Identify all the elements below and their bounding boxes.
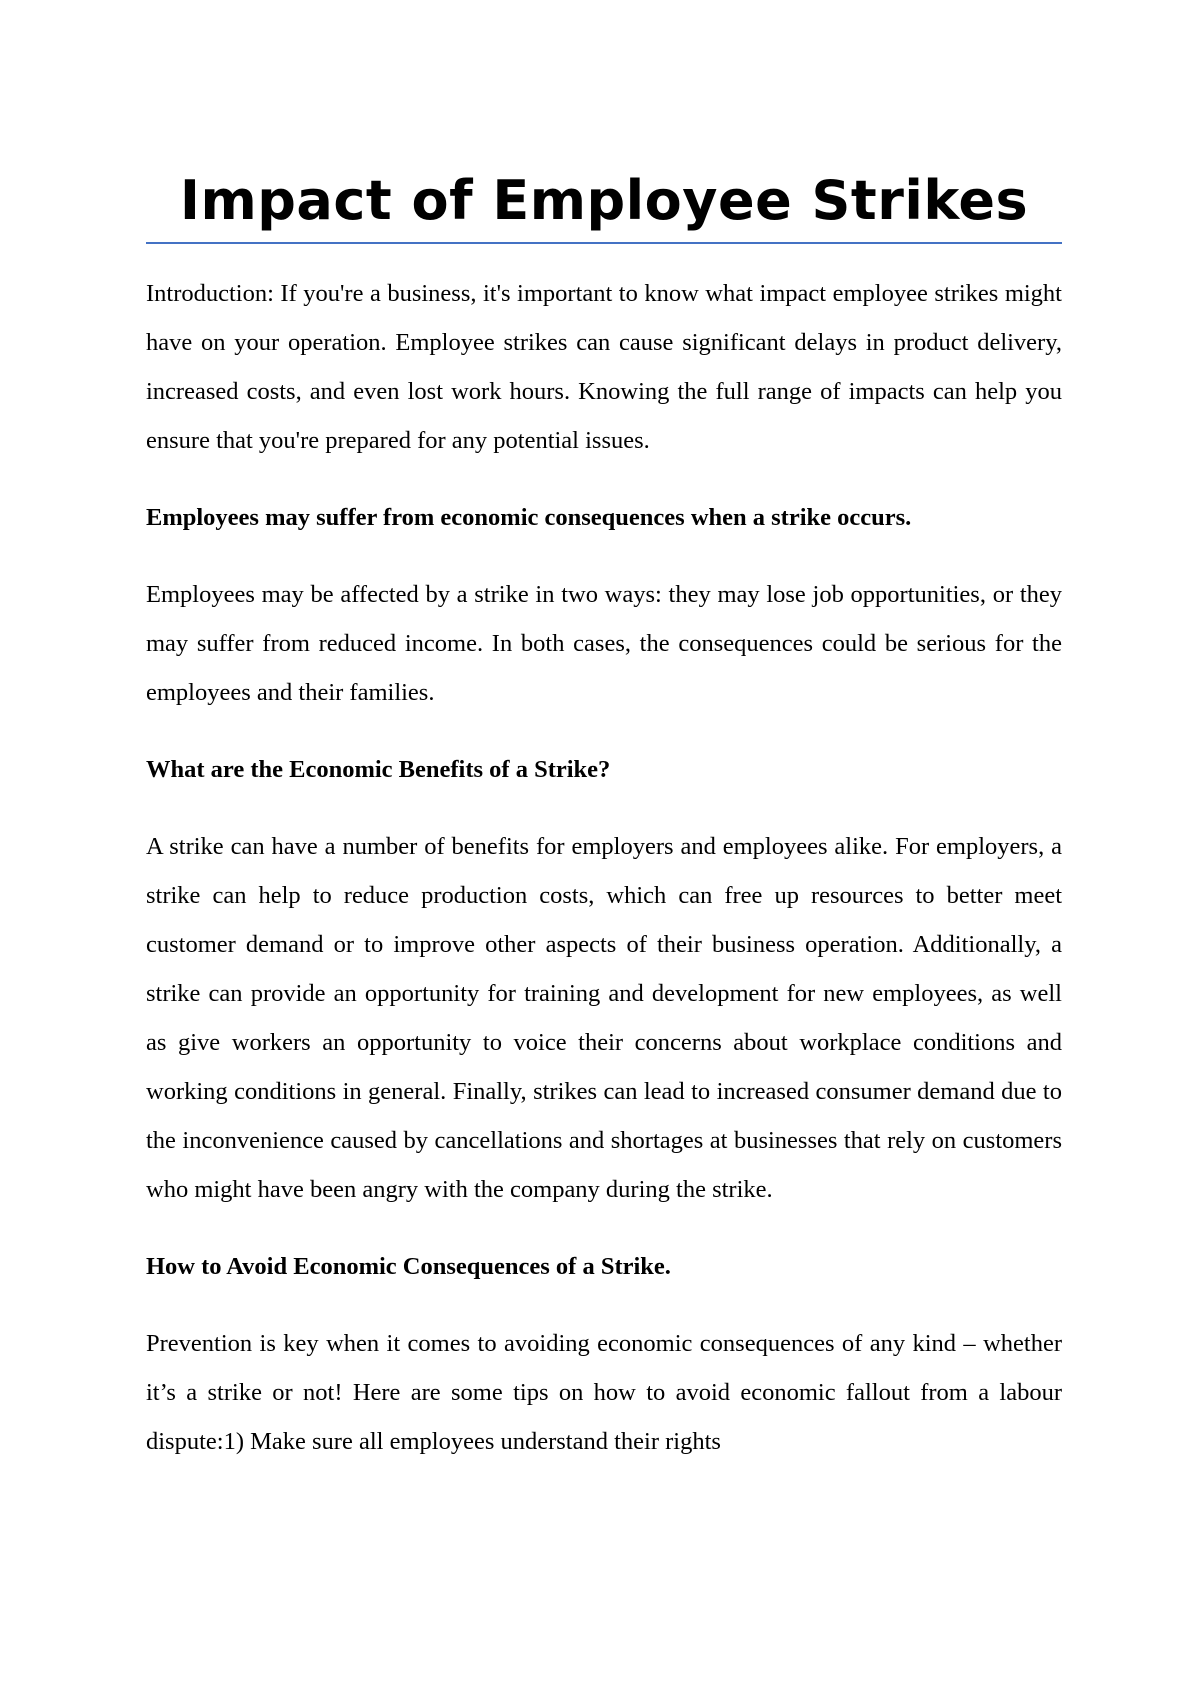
intro-paragraph: Introduction: If you're a business, it's important to know what impact employee strikes might have on your operation. Employee strikes can cause significant delays in product delivery, increased costs, and even lost work hours. Knowing the full range of impacts can help you ensure that you're prepared for any potential issues. bbox=[146, 280, 1062, 454]
paragraph-strike-benefits: A strike can have a number of benefits for employers and employees alike. For employers, a strike can help to reduce production costs, which can free up resources to better meet customer demand or to improve other aspects of their business operation. Additionally, a strike can provide an opportunity for training and development for new employees, as well as give workers an opportunity to voice their concerns about workplace conditions and working conditions in general. Finally, strikes can lead to increased consumer demand due to the inconvenience caused by cancellations and shortages at businesses that rely on customers who might have been angry with the company during the strike. bbox=[146, 833, 1062, 1203]
section-heading-avoid-consequences: How to Avoid Economic Consequences of a Strike. bbox=[146, 1253, 671, 1280]
paragraph-employee-effects: Employees may be affected by a strike in two ways: they may lose job opportunities, or they may suffer from reduced income. In both cases, the consequences could be serious for the employees and their families. bbox=[146, 581, 1062, 706]
section-heading-economic-consequences: Employees may suffer from economic consequences when a strike occurs. bbox=[146, 504, 912, 531]
section-heading-economic-benefits: What are the Economic Benefits of a Strike? bbox=[146, 756, 611, 783]
document-title: Impact of Employee Strikes bbox=[146, 168, 1062, 244]
paragraph-prevention-tips: Prevention is key when it comes to avoiding economic consequences of any kind – whether it’s a strike or not! Here are some tips on how to avoid economic fallout from a labour dispute:1) Make sure all employees understand their rights bbox=[146, 1330, 1062, 1455]
document-body bbox=[146, 168, 1062, 1466]
